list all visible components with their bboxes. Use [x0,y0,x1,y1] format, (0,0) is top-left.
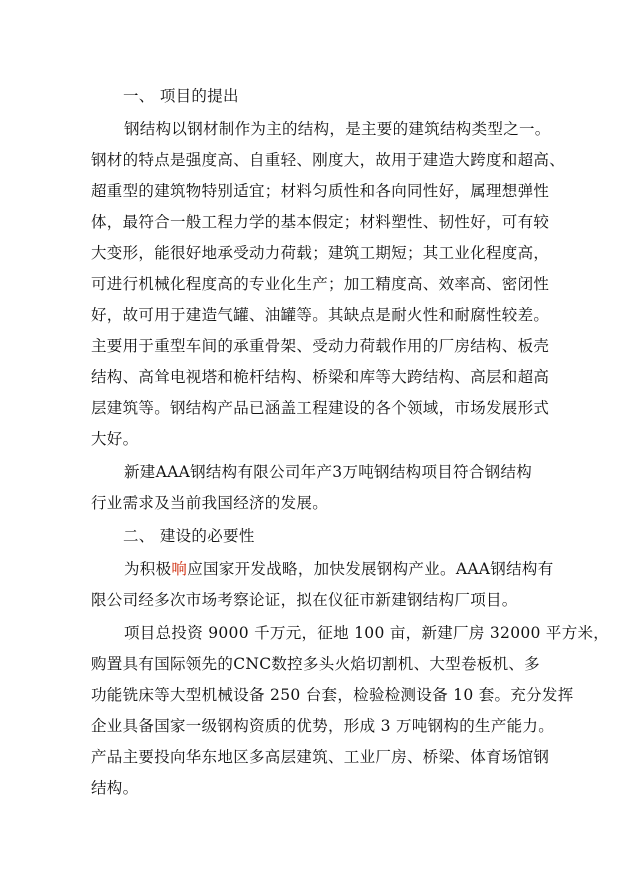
paragraph-line: 结构、高耸电视塔和桅杆结构、桥梁和库等大跨结构、高层和超高 [91,368,550,386]
paragraph-line: 大变形，能很好地承受动力荷载；建筑工期短；其工业化程度高， [91,244,550,262]
paragraph-line: 主要用于重型车间的承重骨架、受动力荷载作用的厂房结构、板壳 [91,337,550,355]
paragraph-line: 钢结构以钢材制作为主的结构，是主要的建筑结构类型之一。 [124,120,551,138]
paragraph-line: 钢材的特点是强度高、自重轻、刚度大，故用于建造大跨度和超高、 [91,151,566,169]
paragraph-line [124,559,554,579]
paragraph-line: 超重型的建筑物特别适宜；材料匀质性和各向同性好，属理想弹性 [91,182,550,200]
paragraph-line: 体，最符合一般工程力学的基本假定；材料塑性、韧性好，可有较 [91,213,550,231]
section-heading-1: 一、 项目的提出 [123,87,239,105]
paragraph-line: 功能铣床等大型机械设备 250 台套，检验检测设备 10 套。充分发挥 [91,686,574,704]
paragraph-line: 行业需求及当前我国经济的发展。 [91,494,329,512]
paragraph-line: 可进行机械化程度高的专业化生产；加工精度高、效率高、密闭性 [91,275,550,293]
paragraph-line: 结构。 [91,779,139,797]
text-run: 应国家开发战略，加快发展钢构产业。AAA钢结构有 [187,560,554,578]
paragraph-line: 层建筑等。钢结构产品已涵盖工程建设的各个领域，市场发展形式 [91,399,550,417]
section-heading-2: 二、 建设的必要性 [123,527,255,545]
paragraph-line: 限公司经多次市场考察论证，拟在仪征市新建钢结构厂项目。 [91,591,518,609]
paragraph-line: 项目总投资 9000 千万元，征地 100 亩，新建厂房 32000 平方米， [124,624,610,642]
paragraph-line: 新建AAA钢结构有限公司年产3万吨钢结构项目符合钢结构 [124,463,533,481]
text-run: 为积极 [124,560,172,578]
paragraph-line: 企业具备国家一级钢构资质的优势，形成 3 万吨钢构的生产能力。 [91,717,555,735]
paragraph-line: 购置具有国际领先的CNC数控多头火焰切割机、大型卷板机、多 [91,655,540,673]
paragraph-line: 好，故可用于建造气罐、油罐等。其缺点是耐火性和耐腐性较差。 [91,306,550,324]
highlighted-char: 响 [171,560,188,578]
paragraph-line: 产品主要投向华东地区多高层建筑、工业厂房、桥梁、体育场馆钢 [91,748,550,766]
paragraph-line: 大好。 [91,430,139,448]
